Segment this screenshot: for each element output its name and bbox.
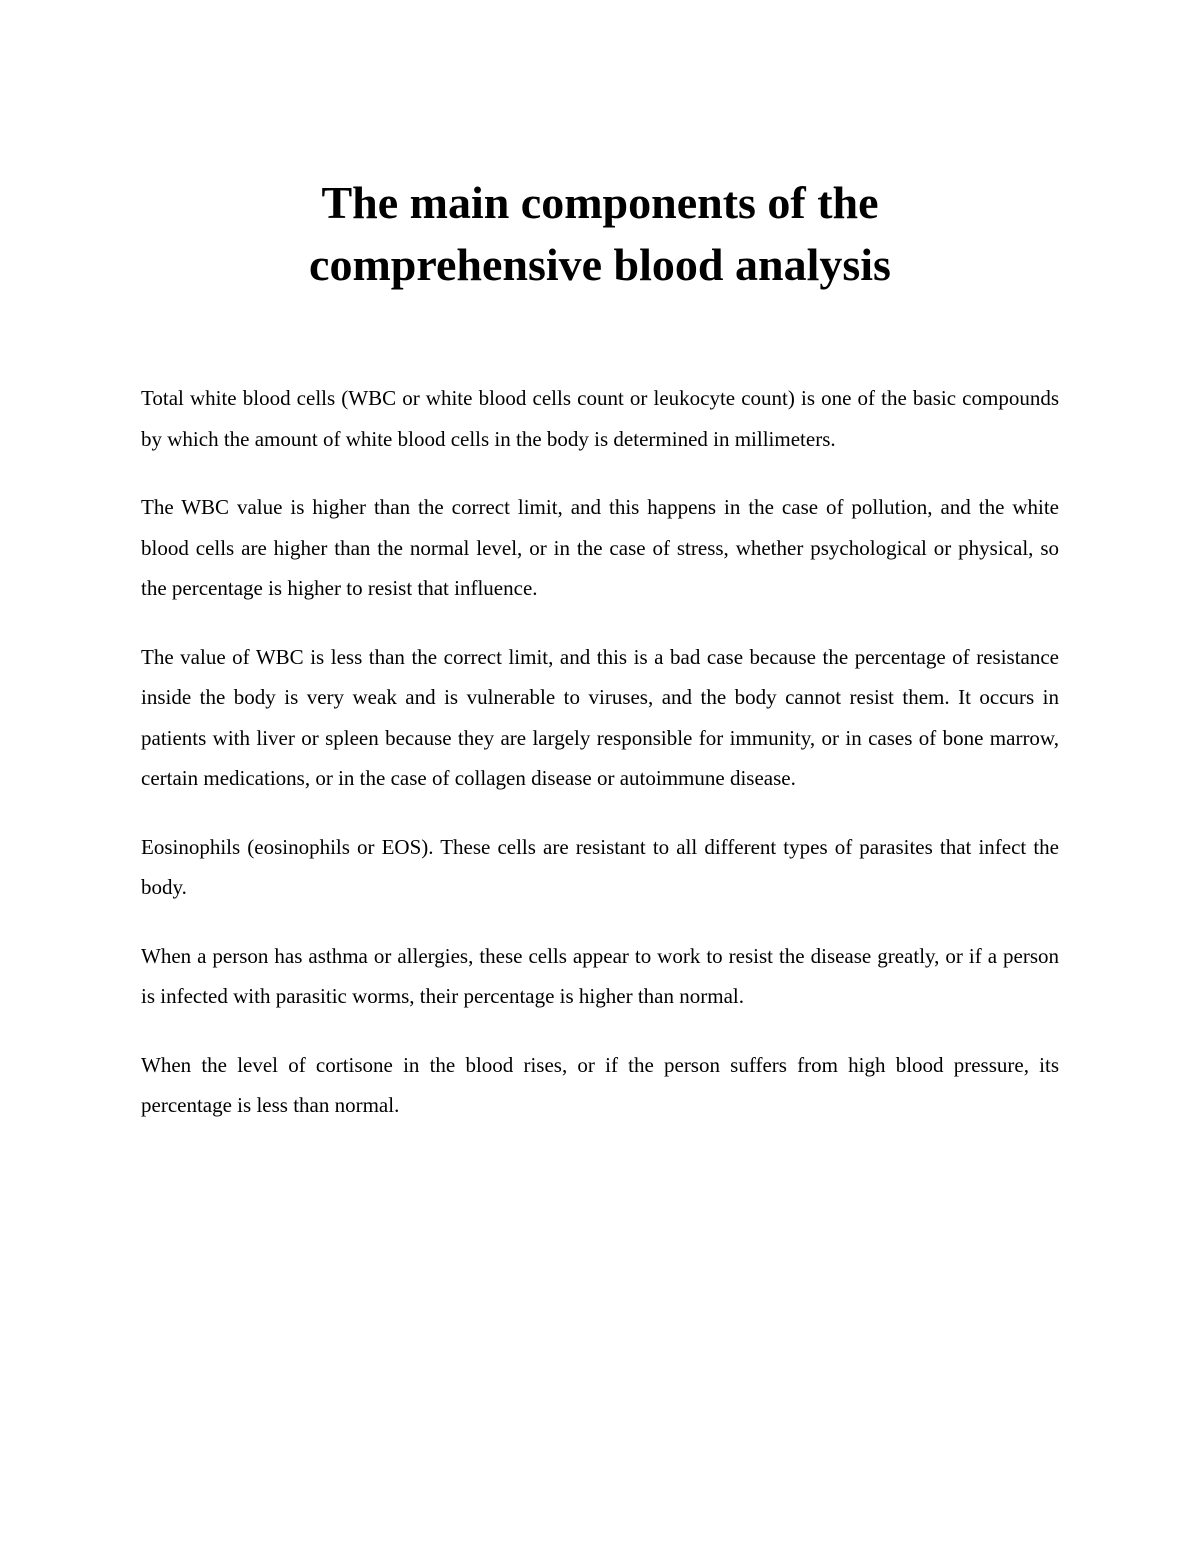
page-title	[141, 172, 1059, 296]
paragraph-eosinophils-definition: Eosinophils (eosinophils or EOS). These cells are resistant to all different types of parasites that infect the body.	[141, 834, 1059, 899]
paragraph-eosinophils-high: When a person has asthma or allergies, these cells appear to work to resist the disease greatly, or if a person is infected with parasitic worms, their percentage is higher than normal.	[141, 943, 1059, 1008]
title-line-2: comprehensive blood analysis	[309, 239, 891, 290]
paragraph-wbc-definition: Total white blood cells (WBC or white blood cells count or leukocyte count) is one of the basic compounds by which the amount of white blood cells in the body is determined in millimeters.	[141, 386, 1059, 451]
paragraph-eosinophils-low: When the level of cortisone in the blood rises, or if the person suffers from high blood pressure, its percentage is less than normal.	[141, 1052, 1059, 1117]
document-body	[141, 378, 1059, 1154]
paragraph-wbc-low: The value of WBC is less than the correct limit, and this is a bad case because the percentage of resistance inside the body is very weak and is vulnerable to viruses, and the body cannot resist them. It occurs in patients with liver or spleen because they are largely responsible for immunity, or in cases of bone marrow, certain medications, or in the case of collagen disease or autoimmune disease.	[141, 644, 1059, 790]
title-line-1: The main components of the	[321, 177, 879, 228]
paragraph-wbc-high: The WBC value is higher than the correct limit, and this happens in the case of pollution, and the white blood cells are higher than the normal level, or in the case of stress, whether psychological or physical, so the percentage is higher to resist that influence.	[141, 495, 1059, 600]
